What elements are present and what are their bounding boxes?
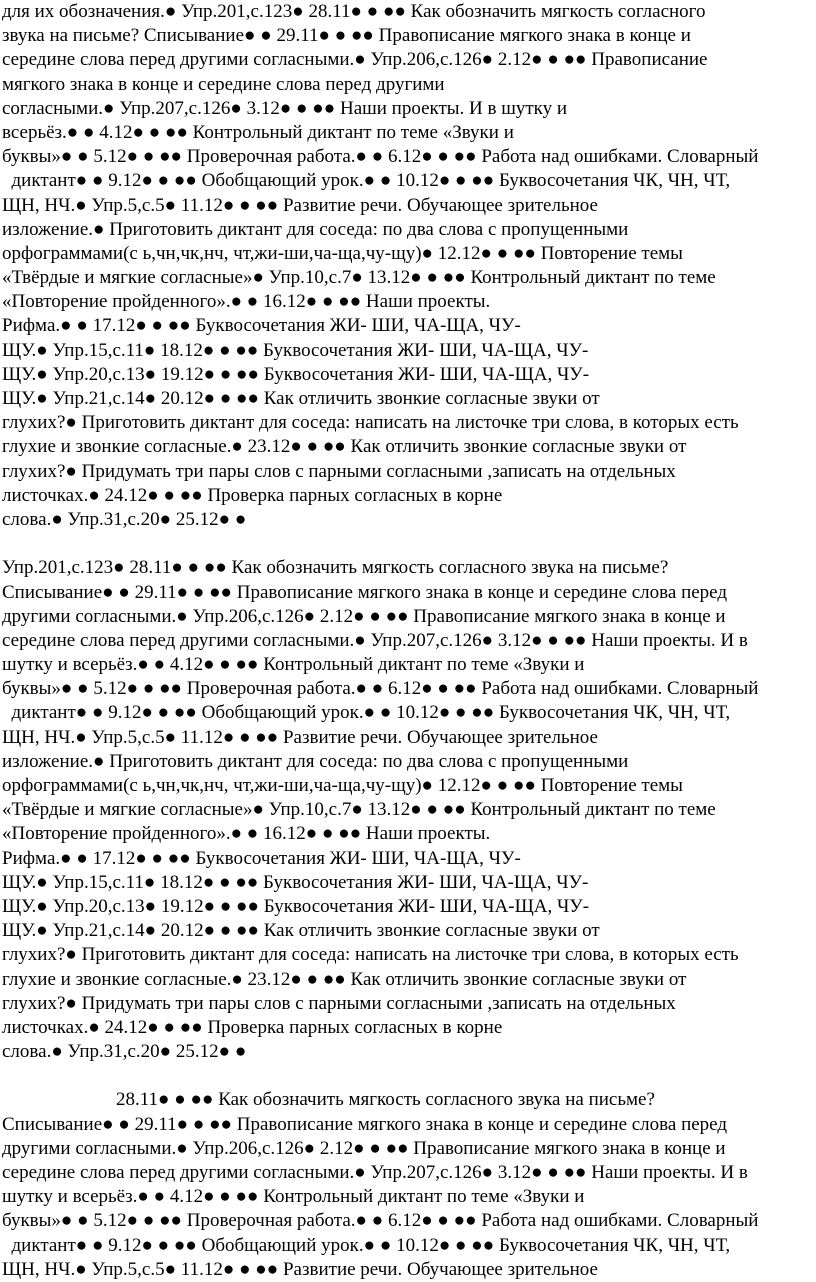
text-line: Упр.201,с.123● 28.11● ● ●● Как обозначить мягкость согласного звука на письме? bbox=[2, 557, 669, 579]
text-line: буквы»● ● 5.12● ● ●● Проверочная работа.● ● 6.12● ● ●● Работа над ошибками. Словарный bbox=[2, 146, 759, 168]
text-line: глухие и звонкие согласные.● 23.12● ● ●● Как отличить звонкие согласные звуки от bbox=[2, 436, 687, 458]
text-line: ЩУ.● Упр.21,с.14● 20.12● ● ●● Как отличить звонкие согласные звуки от bbox=[2, 920, 600, 942]
text-line: ЩН, НЧ.● Упр.5,с.5● 11.12● ● ●● Развитие речи. Обучающее зрительное bbox=[2, 1258, 598, 1280]
text-line: шутку и всерьёз.● ● 4.12● ● ●● Контрольный диктант по теме «Звуки и bbox=[2, 654, 585, 676]
text-line: середине слова перед другими согласными.● Упр.206,с.126● 2.12● ● ●● Правописание bbox=[2, 49, 708, 71]
text-line: другими согласными.● Упр.206,с.126● 2.12● ● ●● Правописание мягкого знака в конце и bbox=[2, 1137, 726, 1159]
text-line: глухих?● Приготовить диктант для соседа: написать на листочке три слова, в которых есть bbox=[2, 944, 739, 966]
text-line: звука на письме? Списывание● ● 29.11● ● ●● Правописание мягкого знака в конце и bbox=[2, 25, 691, 47]
text-line bbox=[2, 532, 812, 556]
text-line: буквы»● ● 5.12● ● ●● Проверочная работа.● ● 6.12● ● ●● Работа над ошибками. Словарный bbox=[2, 1210, 759, 1232]
text-line: «Твёрдые и мягкие согласные»● Упр.10,с.7● 13.12● ● ●● Контрольный диктант по теме bbox=[2, 267, 716, 289]
text-line: мягкого знака в конце и середине слова перед другими bbox=[2, 73, 445, 95]
text-line: для их обозначения.● Упр.201,с.123● 28.11● ● ●● Как обозначить мягкость согласного bbox=[2, 1, 706, 22]
text-line: глухих?● Приготовить диктант для соседа: написать на листочке три слова, в которых есть bbox=[2, 412, 739, 434]
text-line: ЩУ.● Упр.15,с.11● 18.12● ● ●● Буквосочетания ЖИ- ШИ, ЧА-ЩА, ЧУ- bbox=[2, 339, 589, 361]
text-line: шутку и всерьёз.● ● 4.12● ● ●● Контрольный диктант по теме «Звуки и bbox=[2, 1186, 585, 1208]
text-line: слова.● Упр.31,с.20● 25.12● ● bbox=[2, 508, 247, 530]
text-line: согласными.● Упр.207,с.126● 3.12● ● ●● Наши проекты. И в шутку и bbox=[2, 97, 568, 119]
text-line: «Твёрдые и мягкие согласные»● Упр.10,с.7● 13.12● ● ●● Контрольный диктант по теме bbox=[2, 799, 716, 821]
text-line: другими согласными.● Упр.206,с.126● 2.12● ● ●● Правописание мягкого знака в конце и bbox=[2, 605, 726, 627]
text-line: листочках.● 24.12● ● ●● Проверка парных согласных в корне bbox=[2, 484, 503, 506]
text-line: листочках.● 24.12● ● ●● Проверка парных согласных в корне bbox=[2, 1016, 503, 1038]
text-line: ЩН, НЧ.● Упр.5,с.5● 11.12● ● ●● Развитие речи. Обучающее зрительное bbox=[2, 194, 598, 216]
text-line: орфограммами(с ь,чн,чк,нч, чт,жи-ши,ча-ща,чу-щу)● 12.12● ● ●● Повторение темы bbox=[2, 775, 683, 796]
text-line: диктант● ● 9.12● ● ●● Обобщающий урок.● ● 10.12● ● ●● Буквосочетания ЧК, ЧН, ЧТ, bbox=[2, 170, 731, 192]
text-line: всерьёз.● ● 4.12● ● ●● Контрольный диктант по теме «Звуки и bbox=[2, 121, 514, 143]
text-line: середине слова перед другими согласными.● Упр.207,с.126● 3.12● ● ●● Наши проекты. И в bbox=[2, 1162, 748, 1183]
text-line: глухих?● Придумать три пары слов с парными согласными ,записать на отдельных bbox=[2, 992, 676, 1014]
text-line: диктант● ● 9.12● ● ●● Обобщающий урок.● ● 10.12● ● ●● Буквосочетания ЧК, ЧН, ЧТ, bbox=[2, 702, 731, 724]
text-line: середине слова перед другими согласными.● Упр.207,с.126● 3.12● ● ●● Наши проекты. И в bbox=[2, 629, 748, 651]
text-line: диктант● ● 9.12● ● ●● Обобщающий урок.● ● 10.12● ● ●● Буквосочетания ЧК, ЧН, ЧТ, bbox=[2, 1234, 731, 1256]
text-line: Рифма.● ● 17.12● ● ●● Буквосочетания ЖИ- ШИ, ЧА-ЩА, ЧУ- bbox=[2, 847, 521, 869]
text-line: слова.● Упр.31,с.20● 25.12● ● bbox=[2, 1041, 247, 1063]
text-line: Списывание● ● 29.11● ● ●● Правописание мягкого знака в конце и середине слова перед bbox=[2, 581, 728, 603]
text-line: глухих?● Придумать три пары слов с парными согласными ,записать на отдельных bbox=[2, 460, 676, 482]
text-line: глухие и звонкие согласные.● 23.12● ● ●● Как отличить звонкие согласные звуки от bbox=[2, 968, 687, 990]
text-line: «Повторение пройденного».● ● 16.12● ● ●● Наши проекты. bbox=[2, 291, 491, 313]
text-line: буквы»● ● 5.12● ● ●● Проверочная работа.● ● 6.12● ● ●● Работа над ошибками. Словарный bbox=[2, 678, 759, 700]
text-line: ЩУ.● Упр.20,с.13● 19.12● ● ●● Буквосочетания ЖИ- ШИ, ЧА-ЩА, ЧУ- bbox=[2, 895, 590, 917]
text-line: изложение.● Приготовить диктант для соседа: по два слова с пропущенными bbox=[2, 750, 629, 772]
text-line: ЩУ.● Упр.20,с.13● 19.12● ● ●● Буквосочетания ЖИ- ШИ, ЧА-ЩА, ЧУ- bbox=[2, 363, 590, 385]
text-line bbox=[2, 1064, 812, 1088]
text-line: 28.11● ● ●● Как обозначить мягкость согласного звука на письме? bbox=[2, 1089, 655, 1111]
text-line: Рифма.● ● 17.12● ● ●● Буквосочетания ЖИ- ШИ, ЧА-ЩА, ЧУ- bbox=[2, 315, 521, 337]
text-line: изложение.● Приготовить диктант для соседа: по два слова с пропущенными bbox=[2, 218, 629, 240]
text-line: Списывание● ● 29.11● ● ●● Правописание мягкого знака в конце и середине слова перед bbox=[2, 1113, 728, 1135]
text-line: орфограммами(с ь,чн,чк,нч, чт,жи-ши,ча-ща,чу-щу)● 12.12● ● ●● Повторение темы bbox=[2, 242, 683, 264]
text-line: ЩН, НЧ.● Упр.5,с.5● 11.12● ● ●● Развитие речи. Обучающее зрительное bbox=[2, 726, 598, 748]
text-line: ЩУ.● Упр.21,с.14● 20.12● ● ●● Как отличить звонкие согласные звуки от bbox=[2, 388, 600, 409]
text-line: ЩУ.● Упр.15,с.11● 18.12● ● ●● Буквосочетания ЖИ- ШИ, ЧА-ЩА, ЧУ- bbox=[2, 871, 589, 893]
text-line: «Повторение пройденного».● ● 16.12● ● ●● Наши проекты. bbox=[2, 823, 491, 845]
